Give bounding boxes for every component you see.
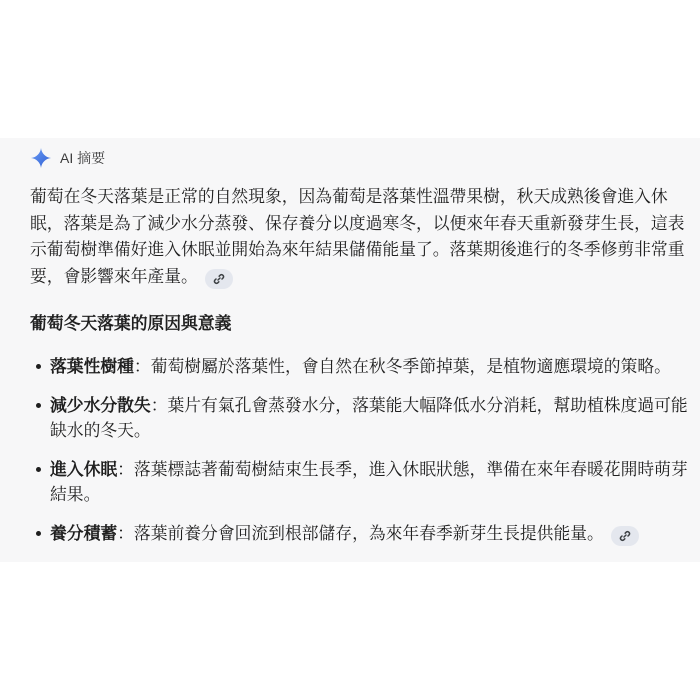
source-link-chip[interactable]	[611, 526, 639, 546]
bullet-item	[50, 354, 696, 379]
bullet-term: 養分積蓄	[50, 523, 118, 543]
bullet-dot	[36, 403, 41, 408]
bullet-item	[50, 521, 696, 546]
summary-paragraph	[30, 183, 692, 289]
section-heading: 葡萄冬天落葉的原因與意義	[30, 313, 232, 333]
source-link-chip[interactable]	[205, 269, 233, 289]
bullet-text: ：葉片有氣孔會蒸發水分，落葉能大幅降低水分消耗，幫助植株度過可能缺水的冬天。	[50, 395, 688, 440]
summary-text: 葡萄在冬天落葉是正常的自然現象，因為葡萄是落葉性溫帶果樹，秋天成熟後會進入休眠，落葉是為了減少水分蒸發、保存養分以度過寒冬，以便來年春天重新發芽生長，這表示葡萄樹準備好進入休眠並開始為來年結果儲備能量了。落葉期後進行的冬季修剪非常重要，會影響來年產量。	[30, 186, 685, 286]
sparkle-icon	[31, 148, 51, 168]
bullet-dot	[36, 467, 41, 472]
bullet-term: 落葉性樹種	[50, 356, 134, 376]
bullet-list	[50, 354, 696, 546]
bullet-text: ：葡萄樹屬於落葉性，會自然在秋冬季節掉葉，是植物適應環境的策略。	[133, 356, 671, 376]
link-icon	[213, 273, 225, 285]
ai-overview-panel	[0, 138, 700, 562]
bullet-dot	[36, 364, 41, 369]
link-icon	[619, 530, 631, 542]
bullet-item	[50, 393, 696, 443]
bullet-term: 進入休眠	[50, 459, 118, 479]
ai-overview-title: AI 摘要	[60, 150, 106, 166]
bullet-dot	[36, 531, 41, 536]
ai-overview-header	[31, 148, 700, 168]
bullet-text: ：落葉前養分會回流到根部儲存，為來年春季新芽生長提供能量。	[117, 523, 604, 543]
bullet-text: ：落葉標誌著葡萄樹結束生長季，進入休眠狀態，準備在來年春暖花開時萌芽結果。	[50, 459, 688, 504]
bullet-term: 減少水分散失	[50, 395, 151, 415]
bullet-item	[50, 457, 696, 507]
